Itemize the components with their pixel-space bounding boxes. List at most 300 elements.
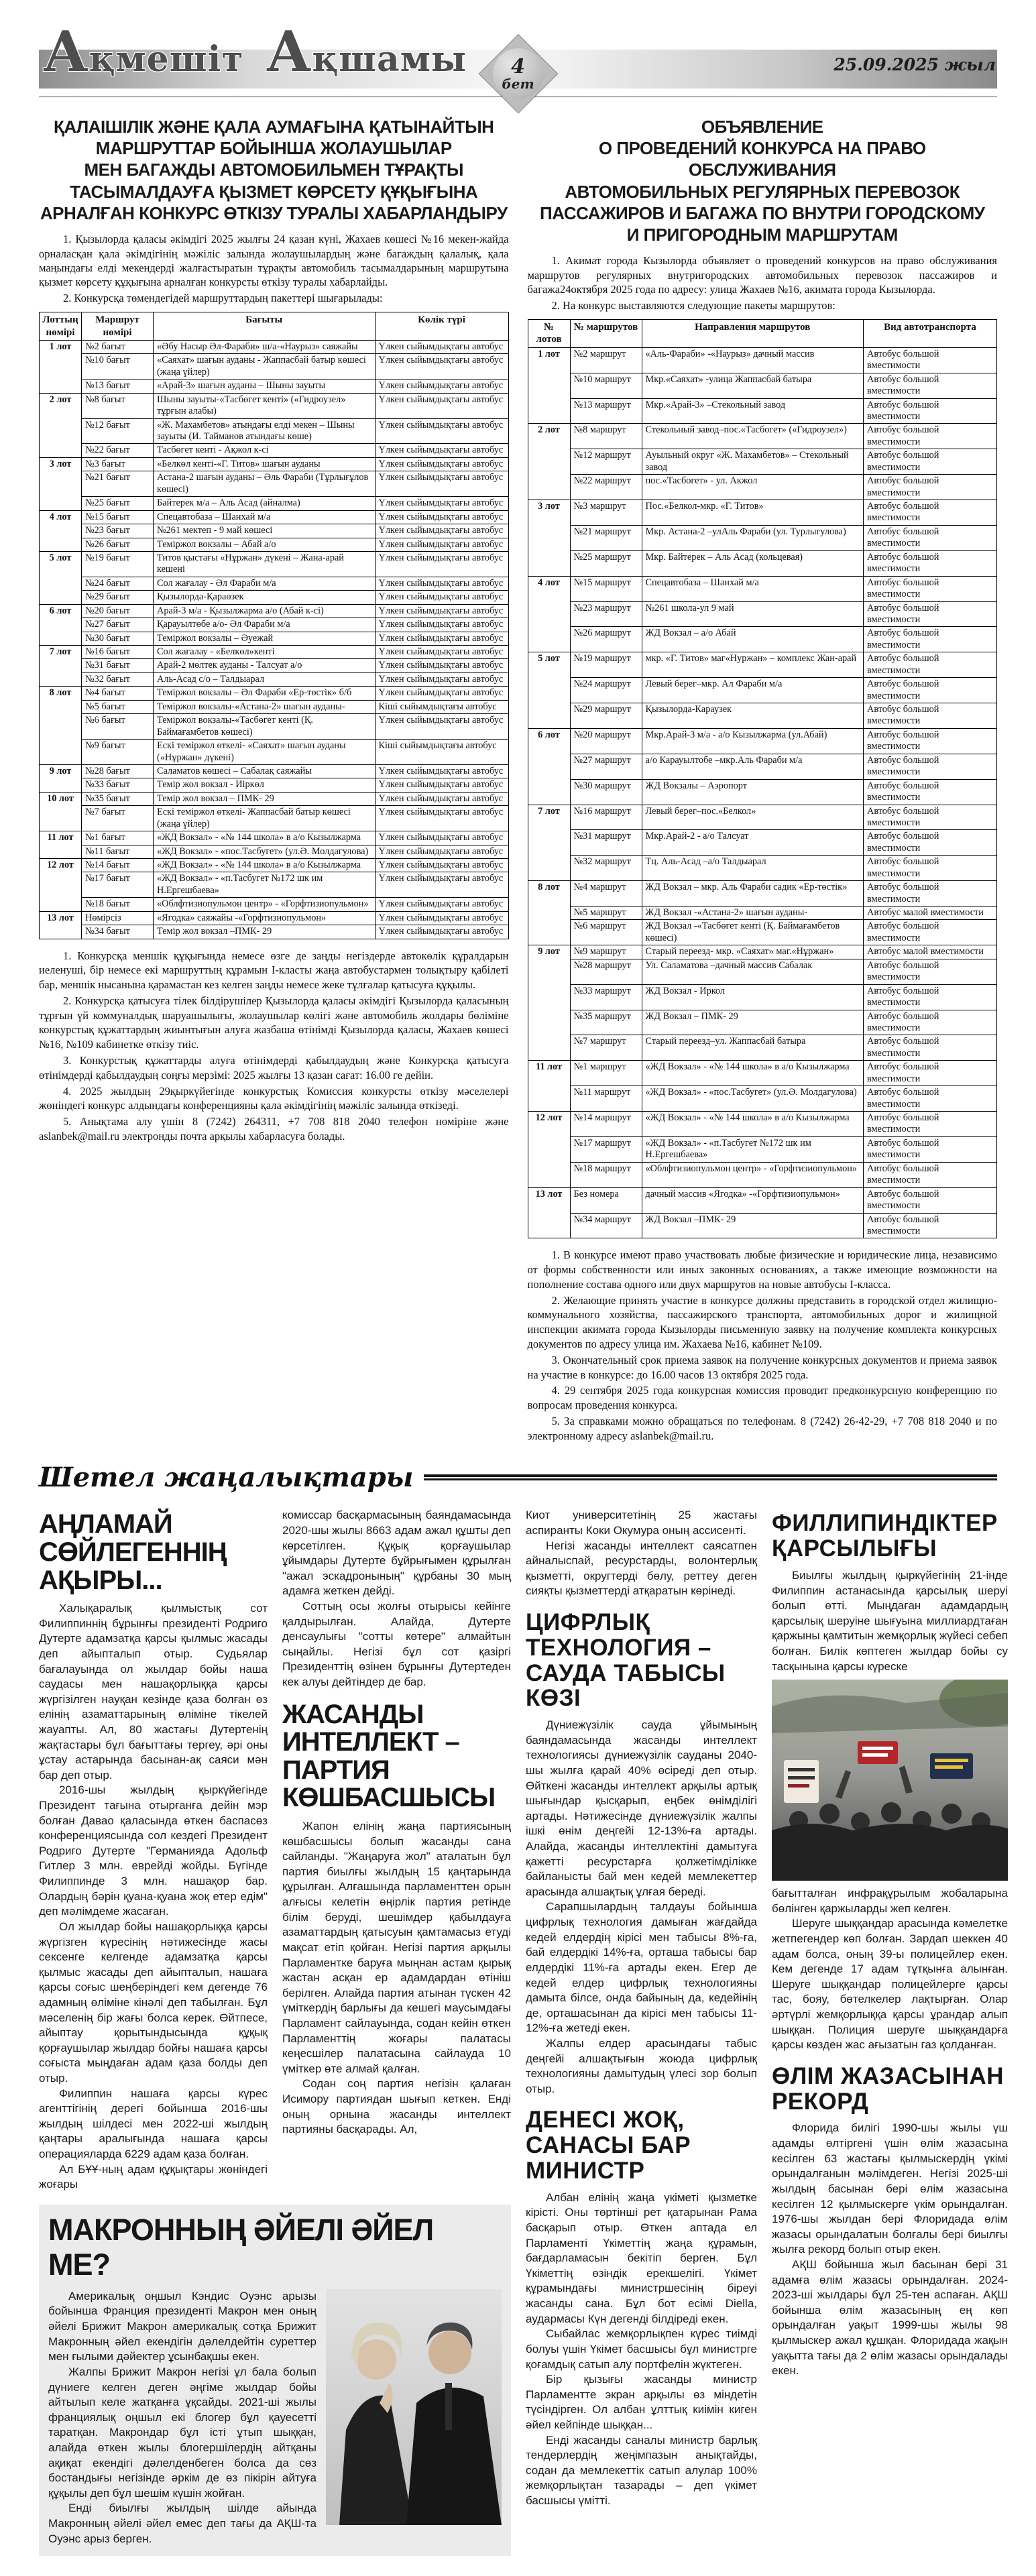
route-cell: №29 бағыт [82,591,154,604]
body-paragraph: Киот университетінің 25 жастағы аспиранты Коки Окумура оның ассисенті. [526,1509,757,1537]
vehicle-cell: Үлкен сыйымдықтағы автобус [375,632,508,645]
lot-cell: 6 лот [528,728,570,805]
body-paragraph: Ал БҰҰ-ның адам құқықтары жөніндегі жоғары [39,2162,268,2191]
article-body-continuation [772,1886,1008,2053]
table-row [40,340,509,353]
direction-cell: Теміржол вокзалы-«Тасбөгет кенті (Қ. Баймағамбетов көшесі) [154,714,376,740]
body-paragraph: 2016-шы жылдың қыркүйегінде Президент тағына отырғанға дейін мэр болған Давао қаласында өткен баспасөз конференциясында сол кездегі Президент Родриго Дутерте "Германияда Адольф Гитлер 3 млн. еврейді жойды. Бүгінде Филиппинде 3 млн. нашақор бар. Олардың бәрін қуана-қуана жоқ етер едім" деп мәлімдеме жасаған. [39,1783,268,1918]
vehicle-cell: Автобус большой вместимости [864,1213,997,1238]
direction-cell: Саламатов көшесі – Сабалақ саяжайы [154,764,376,778]
lot-cell: 7 лот [528,805,570,881]
direction-cell: Мкр. Астана-2 –улАль Фараби (ул. Турлыгулова) [642,525,864,550]
body-paragraph: Америкалық оңшыл Кэндис Оуэнс арызы бойынша Франция президенті Макрон мен оның әйелі Брижит Макрон америкалық сотқа Брижит Макронның әйел екендігін дәлелдейтін суреттер мен ғылыми дәйектер ұсынбақшы екен. [48,2289,316,2363]
article-body [526,1718,757,2097]
route-cell: №18 бағыт [82,898,154,911]
news-column-2 [282,1508,511,2192]
route-cell: №13 маршрут [570,398,642,424]
route-cell: №8 маршрут [570,424,642,449]
direction-cell: Арай-2 мөлтек ауданы - Талсуат а/о [154,659,376,672]
article-headline-duterte: АҢЛАМАЙ СӨЙЛЕГЕННІҢ АҚЫРЫ... [39,1509,227,1595]
direction-cell: мкр. «Г. Титов» маг«Нуржан» – комплекс Жан-арай [642,652,864,678]
column-header: Направления маршрутов [642,320,864,348]
lot-cell: 9 лот [40,764,82,792]
direction-cell: ЖД Вокзал –ПМК- 29 [642,1213,864,1238]
page-number: 4 [511,55,525,78]
direction-cell: Стекольный завод–пос.«Тасбогет» («Гидроузел») [642,424,864,449]
vehicle-cell: Үлкен сыйымдықтағы автобус [375,806,508,831]
table-row [528,449,997,475]
lot-cell: 11 лот [528,1061,570,1112]
direction-cell: Мкр.«Арай-3» –Стекольный завод [642,398,864,424]
route-cell: №7 бағыт [82,806,154,831]
note-paragraph: 2. Желающие принять участие в конкурсе должны представить в городской отдел жилищно-коммунального хозяйства, пассажирского транспорта, автомобильных дорог и жилищной инспекции акимата города Кызылорды письменную заявку на получение комплекта конкурсных документов по адресу улица им. Жахаева №16, кабинет №109. [527,1293,997,1350]
vehicle-cell: Автобус большой вместимости [864,475,997,500]
vehicle-cell: Үлкен сыйымдықтағы автобус [375,859,508,872]
body-paragraph: АҚШ бойынша жыл басынан бері 31 адамға өлім жазасы орындалған. 2024-2023-ші жылдары бұл 25-тен аспаған. АҚШ бойынша өлім жазасының ең көп орындалған уақыт 1999-шы жылы 98 қылмыскер ажал құшқан. Флоридада жақын уақытта тағы да 2 өлім жазасы орындалады екен. [772,2258,1008,2378]
body-paragraph: Шеруге шыққандар арасында кәмелетке жетпегендер көп болған. Зардап шеккен 40 адам болса, оның 39-ы полицейлер екен. Кем дегенде 17 адам тұтқынға алынған. Шеруге шыққандар полицейлерге қарсы тас, бояу, бөтелкелер лақтырған. Олар әртүрлі жемқорлыққа қарсы ұрандар алып шыққан. Полиция шеруге шыққандарға қарсы көзден жас ағызатын газ қолданған. [772,1917,1008,2052]
lot-cell: 12 лот [40,859,82,912]
direction-cell: ЖД Вокзал – мкр. Аль Фараби садик «Ер-төстік» [642,881,864,906]
lot-cell: 3 лот [40,457,82,510]
note-paragraph: 2. Конкурсқа қатысуға тілек білдірушілер Қызылорда қаласы әкімдігі Қызылорда қаласының тұрғын үй коммуналдық шаруашылығы, жолаушылар көлігі және автомобиль жолдары бөліміне конкурстық құжаттардың жиынтығын алуға жазбаша өтінімді Қызылорда қаласы, Жахаев көшесі №16, №109 кабинетке өткізу тиіс. [39,994,509,1051]
route-cell: №19 бағыт [82,551,154,577]
table-row [528,805,997,830]
body-paragraph: Соттың осы жолғы отырысы кейінге қалдырылған. Алайда, Дутерте денсаулығы "сотты көтере" алмайтын сыңайлы. Негізі бұл сот қазіргі Президенттің өзінен бұрынғы Дутертеден кек алуы дейтіндер де бар. [282,1599,511,1689]
body-paragraph: Албан елінің жаңа үкіметі қызметке кірісті. Оны төртінші рет қатарынан Рама басқарып отыр. Өткен аптада ел Парламенті Үкіметтің жаңа құрамын, бағдарламасын бекітіп берген. Бұл Үкіметтің өзіндік ерекшелігі. Үкімет құрамындағы министршесінің біреуі жасанды сана. Бұл бот есімі Diella, аудармасы Күн дегенді білдіреді екен. [526,2190,757,2325]
table-row [40,806,509,831]
direction-cell: Ул. Саламатова –дачный массив Сабалак [642,959,864,984]
macron-article [39,2205,511,2556]
route-cell: №9 маршрут [570,945,642,959]
direction-cell: ЖД Вокзал – ПМК- 29 [642,1010,864,1035]
direction-cell: «ЖД Вокзал» - «пос.Тасбугет» (ул.Ә. Молдагулова) [154,845,376,858]
vehicle-cell: Автобус большой вместимости [864,728,997,754]
note-paragraph: 4. 29 сентября 2025 года конкурсная комиссия проводит предконкурсную конференцию по вопросам проведения конкурса. [527,1384,997,1412]
lot-cell: 1 лот [528,347,570,424]
route-cell: №20 бағыт [82,604,154,618]
direction-cell: дачный массив «Ягодка» -«Горфтизиопульмон» [642,1187,864,1213]
note-paragraph: 3. Окончательный срок приема заявок на получение конкурсных документов и приема заявок на участие в конкурсе: до 16.00 часов 13 октября 2025 года. [527,1353,997,1381]
route-cell: №1 маршрут [570,1061,642,1086]
headline-line: ТАСЫМАЛДАУҒА ҚЫЗМЕТ КӨРСЕТУ ҚҰҚЫҒЫНА [70,181,478,202]
vehicle-cell: Үлкен сыйымдықтағы автобус [375,340,508,353]
table-row [40,659,509,672]
table-row [528,703,997,729]
vehicle-cell: Автобус большой вместимости [864,1136,997,1162]
route-cell: №24 маршрут [570,678,642,703]
vehicle-cell: Үлкен сыйымдықтағы автобус [375,659,508,672]
route-cell: №21 маршрут [570,525,642,550]
foreign-news-left-group [39,1508,511,2556]
direction-cell: Мкр.Арай-3 м/а - а/о Кызылжарма (ул.Абай) [642,728,864,754]
section-title: Шетел жаңалықтары [39,1462,414,1494]
vehicle-cell: Үлкен сыйымдықтағы автобус [375,510,508,524]
route-cell: №26 маршрут [570,627,642,652]
direction-cell: ЖД Вокзал -«Астана-2» шағын ауданы- [642,906,864,920]
lot-cell: 2 лот [528,424,570,500]
vehicle-cell: Автобус большой вместимости [864,920,997,945]
table-row [528,500,997,526]
vehicle-cell: Үлкен сыйымдықтағы автобус [375,618,508,632]
intro-paragraph: 2. Конкурсқа төмендегідей маршруттардың пакеттері шығарылады: [63,291,383,304]
table-row [40,551,509,577]
route-cell: №14 маршрут [570,1112,642,1137]
direction-cell: ЖД Вокзалы – Аэропорт [642,779,864,805]
route-cell: №8 бағыт [82,393,154,418]
direction-cell: Қызылорда-Караузек [642,703,864,729]
table-row [528,754,997,779]
table-row [528,728,997,754]
headline-line: АРНАЛҒАН КОНКУРС ӨТКІЗУ ТУРАЛЫ ХАБАРЛАНДЫРУ [40,202,508,223]
route-cell: №7 маршрут [570,1035,642,1061]
route-cell: №13 бағыт [82,379,154,393]
headline-line: МЕН БАГАЖДЫ АВТОМОБИЛЬМЕН ТҰРАҚТЫ [84,160,463,180]
headline-line: МАРШРУТТАР БОЙЫНША ЖОЛАУШЫЛАР [95,138,452,159]
table-row [40,354,509,379]
table-row [40,444,509,457]
vehicle-cell: Автобус большой вместимости [864,1086,997,1112]
vehicle-cell: Үлкен сыйымдықтағы автобус [375,831,508,845]
direction-cell: Темір жол вокзал – ПМК- 29 [154,792,376,805]
vehicle-cell: Автобус большой вместимости [864,1061,997,1086]
body-paragraph: Содан соң партия негізін қалаған Исимору партиядан шығып кеткен. Енді оның орнына жасанды интеллект партияны басқарады. Ал, [282,2077,511,2136]
direction-cell: Тц. Аль-Асад –а/о Талдыарал [642,856,864,881]
route-cell: №33 бағыт [82,778,154,792]
article-headline-digital: ЦИФРЛЫҚ ТЕХНОЛОГИЯ – САУДА ТАБЫСЫ КӨЗІ [526,1608,726,1712]
note-paragraph: 5. За справками можно обращаться по телефонам. 8 (7242) 26-42-29, +7 708 818 2040 и по электронному адресу aslanbek@mail.ru. [527,1414,997,1442]
table-row [40,672,509,686]
article-headline-macron: МАКРОННЫҢ ӘЙЕЛІ ӘЙЕЛ МЕ? [48,2212,434,2282]
lot-cell: 3 лот [528,500,570,577]
body-paragraph: Дүниежүзілік сауда ұйымының баяндамасында жасанды интеллект технологиясы дүниежүзілік сауданы 2040-шы жылға қарай 40% өсіреді деп отыр. Өйткені жасанды интеллект арқылы артық шығындар қысқарып, еңбек өнімділігі артады. Нәтижесінде дүниежүзілік жалпы ішкі өнім деңгейі 12-13%-ға артады. Алайда, жасанды интеллектіні дамытуға қажетті ресурстарға қолжетімділікке байланысты бай мен кедей мемлекеттер арасында алшақтық ұлғая береді. [526,1718,757,1898]
route-cell: №4 бағыт [82,687,154,700]
newspaper-title [43,19,476,84]
table-row [528,1086,997,1112]
foreign-news-divider [39,1462,997,1493]
table-row [40,872,509,898]
route-cell: №19 маршрут [570,652,642,678]
note-paragraph: 1. В конкурсе имеют право участвовать любые физические и юридические лица, независимо от формы собственности или иных законных основаниях, а также имеющие возможности на пополнение состава одного или двух маршрутов на новые автобусы I-класса. [527,1248,997,1291]
vehicle-cell: Үлкен сыйымдықтағы автобус [375,457,508,471]
table-row [40,471,509,497]
route-cell: №9 бағыт [82,740,154,765]
table-row [528,475,997,500]
direction-cell: Шыны зауыты-«Тасбөгет кенті» («Гидроузел» тұрғын алабы) [154,393,376,418]
direction-cell: «Саяхат» шағын ауданы - Жаппасбай батыр көшесі (жаңа үйлер) [154,354,376,379]
lot-cell: 2 лот [40,393,82,457]
table-row [528,1187,997,1213]
direction-cell: «ЖД Вокзал» - «№ 144 школа» в а/о Кызылжарма [642,1061,864,1086]
vehicle-cell: Үлкен сыйымдықтағы автобус [375,792,508,805]
route-cell: №20 маршрут [570,728,642,754]
table-row [528,959,997,984]
direction-cell: Астана-2 шағын ауданы – Әль Фараби (Тұрлығұлов көшесі) [154,471,376,497]
route-cell: №35 маршрут [570,1010,642,1035]
table-row [528,652,997,678]
macron-couple-photo [326,2289,502,2525]
table-row [528,881,997,906]
vehicle-cell: Автобус малой вместимости [864,906,997,920]
table-row [528,424,997,449]
direction-cell: Теміржол вокзалы-«Астана-2» шағын ауданы- [154,700,376,713]
body-paragraph: Жапон елінің жаңа партиясының көшбасшысы болып жасанды сана сайланды. "Жаңаруға жол" аталатын бұл партия биылғы жылдың 15 қаңтарында құрылған. Алғашында парламенттен орын алғысы келетін өңірлік партия ретінде білім беруді, шешімдер қабылдауға азаматтардың қатысуын қамтамасыз етуді мақсат етіп қойған. Негізі партия арқылы Парламентке баруға мыңнан астам қырық жастан асқан ер адамдардан өтініш берілген. Алайда партия атынан түскен 42 үміткердің барлығы да кешегі маусымдағы Парламент сайлауында, содан кейін өткен Парламенттің жоғары палатасы кеңесшілер палатасына сайлауда 10 үміткер өте алмай қалған. [282,1820,511,2075]
table-row [528,576,997,601]
headline-line: ПАССАЖИРОВ И БАГАЖА ПО ВНУТРИ ГОРОДСКОМУ [540,202,985,223]
vehicle-cell: Үлкен сыйымдықтағы автобус [375,604,508,618]
table-row [40,845,509,858]
vehicle-cell: Үлкен сыйымдықтағы автобус [375,591,508,604]
article-body-continuation [282,1508,511,1690]
direction-cell: ЖД Вокзал - Иркол [642,984,864,1010]
direction-cell: ЖД Вокзал – а/о Абай [642,627,864,652]
direction-cell: Левый берег–пос.«Белкол» [642,805,864,830]
body-paragraph: Сыбайлас жемқорлықпен күрес тиімді болуы үшін Үкімет басшысы бұл министрге қоғамдық сатып алу портфелін жүктеген. [526,2327,757,2371]
column-header: Маршрут нөмірі [82,312,154,341]
route-cell: №35 бағыт [82,792,154,805]
divider-rule [424,1474,997,1480]
column-header: Бағыты [154,312,376,341]
direction-cell: «Аль-Фараби» -«Наурыз» дачный массив [642,347,864,373]
table-row [40,792,509,805]
lot-cell: 5 лот [40,551,82,604]
direction-cell: Спецавтобаза – Шанхай м/а [154,510,376,524]
direction-cell: «ЖД Вокзал» - «№ 144 школа» в а/о Кызылжарма [154,831,376,845]
intro-paragraph: 1. Қызылорда қаласы әкімдігі 2025 жылғы 24 қазан күні, Жахаев көшесі №16 мекен-жайда орналасқан қала әкімдігінің мәжіліс залында жолаушылардың және багаждың қалалық, қала маңындағы елді мекендерді жалғастыратын тұрақты автомобиль тасымалдарының маршрутына қызмет көрсету құқығына арналған конкурсты өткізу туралы хабарлайды. [39,233,509,289]
table-row [40,925,509,939]
protest-crowd-photo [772,1680,1008,1881]
vehicle-cell: Кіші сыйымдықтағы автобус [375,700,508,713]
direction-cell: «ЖД Вокзал» - «п.Тасбугет №172 шк им Н.Ергешбаева» [642,1136,864,1162]
note-paragraph: 1. Конкурсқа меншік құқығында немесе өзге де заңды негіздерде автокөлік құралдарын иеленуші, бір немесе екі маршруттың құрамын I-класты жаңа автобустармен толықтыру қабілеті бар, меншік нысанына қарамастан кез келген заңды немесе жеке тұлғалар қатысуға құқылы. [39,949,509,992]
vehicle-cell: Автобус большой вместимости [864,1010,997,1035]
route-cell: №16 маршрут [570,805,642,830]
article-headline-protest: ФИЛЛИПИНДІКТЕР ҚАРСЫЛЫҒЫ [772,1510,998,1562]
lot-cell: 4 лот [528,576,570,652]
direction-cell: а/о Карауылтобе –мкр.Аль Фараби м/а [642,754,864,779]
route-cell: №6 маршрут [570,920,642,945]
announcement-notes-kk [39,949,509,1144]
body-paragraph: Халықаралық қылмыстық сот Филиппиннің бұрынғы президенті Родриго Дутерте адамзатқа қарсы қылмыс жасады деп айыпталып отыр. Судьялар бағалауында ол жылдар бойы наша саудасы мен нашақорлыққа қарсы жүргізілген науқан кезінде қаза болған өз елінің азаматтарының өліміне тікелей жауапты. Ал, 80 жастағы Дутертенің жақтастары бұл бағыттағы тергеу, әрі оны ұстау астарында басынан-ақ саяси мән бар деп отыр. [39,1602,268,1781]
vehicle-cell: Үлкен сыйымдықтағы автобус [375,845,508,858]
vehicle-cell: Автобус большой вместимости [864,1187,997,1213]
direction-cell: Сол жағалау - Әл Фараби м/а [154,577,376,590]
lot-cell: 10 лот [40,792,82,831]
direction-cell: «Облфтизиопульмон центр» - «Горфтизиопульмон» [642,1162,864,1187]
routes-table [39,312,509,939]
article-headline-minister: ДЕНЕСІ ЖОҚ, САНАСЫ БАР МИНИСТР [526,2107,691,2184]
table-row [528,984,997,1010]
body-paragraph: Биылғы жылдың қыркүйегінің 21-інде Филиппин астанасында қарсылық шеруі болып өтті. Мыңдаған адамдардың қарсылық шеруіне шығуына миллиардтаған қаржыны қамтитын жемқорлық жүйесі себеп болған. Билік көптеген жылдар бойы су тасқынына қарсы күреске [772,1568,1008,1673]
direction-cell: Ескі теміржол өткелі- Жаппасбай батыр көшесі (жаңа үйлер) [154,806,376,831]
announcement-headline-kk [39,116,509,224]
route-cell: №30 маршрут [570,779,642,805]
table-row [528,856,997,881]
vehicle-cell: Автобус большой вместимости [864,703,997,729]
route-cell: Без номера [570,1187,642,1213]
route-cell: №11 маршрут [570,1086,642,1112]
direction-cell: №261 мектеп - 9 май көшесі [154,524,376,538]
lot-cell: 1 лот [40,340,82,393]
vehicle-cell: Үлкен сыйымдықтағы автобус [375,354,508,379]
vehicle-cell: Үлкен сыйымдықтағы автобус [375,898,508,911]
route-cell: №34 бағыт [82,925,154,939]
article-body-continuation [526,1508,757,1599]
route-cell: Нөмірсіз [82,911,154,925]
table-row [40,898,509,911]
macron-couple-photo-art [326,2289,502,2525]
table-row [40,740,509,765]
direction-cell: Мкр.«Саяхат» -улица Жаппасбай батыра [642,373,864,398]
vehicle-cell: Үлкен сыйымдықтағы автобус [375,444,508,457]
direction-cell: Титов қыстағы «Нұржан» дүкені – Жана-арай кешені [154,551,376,577]
vehicle-cell: Үлкен сыйымдықтағы автобус [375,418,508,444]
table-row [40,418,509,444]
headline-line: О ПРОВЕДЕНИЙ КОНКУРСА НА ПРАВО ОБСЛУЖИВАНИЯ [598,138,926,180]
direction-cell: Қарауылтөбе а/о- Әл Фараби м/а [154,618,376,632]
table-row [528,830,997,856]
vehicle-cell: Үлкен сыйымдықтағы автобус [375,524,508,538]
table-row [40,393,509,418]
direction-cell: Теміржол вокзалы – Әл Фараби «Ер-төстік» б/б [154,687,376,700]
announcement-headline-ru [528,116,998,245]
route-cell: №1 бағыт [82,831,154,845]
body-paragraph: Бір қызығы жасанды министр Парламентте экран арқылы өз міндетін түсіндірген. Ол албан ұлттық киімін киген әйел кейпінде шыққан... [526,2373,757,2431]
direction-cell: «ЖД Вокзал» - «№ 144 школа» в а/о Кызылжарма [154,859,376,872]
route-cell: №15 бағыт [82,510,154,524]
body-paragraph: Енді жасанды саналы министр барлық тендерлердің жеңімпазын анықтайды, содан да мемлекеттік сатып алулар 100% жемқорлықтан тазарады – деп үкімет басшысы үмітті. [526,2433,757,2507]
table-row [528,779,997,805]
news-column-4 [772,1508,1008,2556]
table-row [528,1010,997,1035]
route-cell: №31 бағыт [82,659,154,672]
vehicle-cell: Автобус большой вместимости [864,830,997,856]
headline-line: И ПРИГОРОДНЫМ МАРШРУТАМ [626,225,898,245]
table-row [528,945,997,959]
direction-cell: «ЖД Вокзал» - «пос.Тасбугет» (ул.Ә. Молдагулова) [642,1086,864,1112]
lot-cell: 4 лот [40,510,82,551]
table-row [40,524,509,538]
routes-table-russian [528,319,998,1238]
vehicle-cell: Автобус большой вместимости [864,627,997,652]
table-row [528,601,997,627]
route-cell: №31 маршрут [570,830,642,856]
routes-table [528,319,998,1238]
vehicle-cell: Автобус большой вместимости [864,1035,997,1061]
table-row [40,538,509,551]
route-cell: №2 бағыт [82,340,154,353]
vehicle-cell: Автобус большой вместимости [864,652,997,678]
direction-cell: №261 школа-ул 9 май [642,601,864,627]
route-cell: №14 бағыт [82,859,154,872]
direction-cell: «Белкөл кенті-«Г. Титов» шағын ауданы [154,457,376,471]
article-body [772,2121,1008,2378]
route-cell: №21 бағыт [82,471,154,497]
article-body [48,2289,316,2546]
direction-cell: Тасбөгет кенті - Ақжол к-сі [154,444,376,457]
vehicle-cell: Автобус большой вместимости [864,856,997,881]
direction-cell: «Облфтизиопульмон центр» - «Горфтизиопульмон» [154,898,376,911]
body-paragraph: Сарапшылардың талдауы бойынша цифрлық технология дамыған жағдайда кедей елдердің кірісі мен табысы 8%-ға, бай елдердікі 14%-ға, орташа табысы бар елдердікі 11%-ға артады екен. Егер де кедей елдер цифрлық технологияны дамыта білсе, онда байының да, кедейінің де, орташасынан да кірісі мен табысы 11-12%-ға жетеді екен. [526,1900,757,2035]
table-row [40,831,509,845]
vehicle-cell: Автобус большой вместимости [864,1112,997,1137]
direction-cell: Пос.«Белкол-мкр. «Г. Титов» [642,500,864,526]
body-paragraph: Филиппин нашаға қарсы күрес агенттігінің дерегі бойынша 2016-шы жылдың шілдесі мен 2022-ші жылдың қаңтары аралығында нашаға қарсы операцияларда 6229 адам қаза болған. [39,2087,268,2161]
direction-cell: Аль-Асад с/о – Талдыарал [154,672,376,686]
headline-line: ҚАЛАІШІЛІК ЖӘНЕ ҚАЛА АУМАҒЫНА ҚАТЫНАЙТЫН [54,117,494,137]
article-body [39,1601,268,2192]
intro-paragraph: 2. На конкурс выставляются следующие пакеты маршрутов: [551,298,836,312]
announcement-intro-ru [528,253,998,312]
column-header: Вид автотранспорта [864,320,997,348]
direction-cell: Теміржол вокзалы – Әуежай [154,632,376,645]
route-cell: №10 маршрут [570,373,642,398]
vehicle-cell: Автобус большой вместимости [864,500,997,526]
table-row [528,550,997,576]
vehicle-cell: Үлкен сыйымдықтағы автобус [375,471,508,497]
foreign-news-section [39,1508,1008,2556]
table-row [40,632,509,645]
route-cell: №23 маршрут [570,601,642,627]
column-header: № лотов [528,320,570,348]
vehicle-cell: Автобус большой вместимости [864,525,997,550]
note-paragraph: 4. 2025 жылдың 29қыркүйегінде конкурстық Комиссия конкурсты өткізу мәселелері жөніндегі конкурс алдындағы конференцияны қала әкімдігінің мәжіліс залында өткізеді. [39,1084,509,1112]
direction-cell: Арай-3 м/а - Қызылжарма а/о (Абай к-сі) [154,604,376,618]
column-header: Көлік түрі [375,312,508,341]
vehicle-cell: Үлкен сыйымдықтағы автобус [375,538,508,551]
vehicle-cell: Үлкен сыйымдықтағы автобус [375,577,508,590]
direction-cell: Ауыльный округ «Ж. Махамбетов» – Стекольный завод [642,449,864,475]
note-paragraph: 5. Анықтама алу үшін 8 (7242) 264311, +7 708 818 2040 телефон нөміріне және aslanbek@mail.ru электронды почта арқылы хабарласуға болады. [39,1115,509,1143]
table-row [528,1112,997,1137]
vehicle-cell: Үлкен сыйымдықтағы автобус [375,778,508,792]
article-body [282,1819,511,2138]
route-cell: №4 маршрут [570,881,642,906]
vehicle-cell: Автобус большой вместимости [864,550,997,576]
body-paragraph: Енді биылғы жылдың шілде айында Макронның әйелі әйел емес деп тағы да АҚШ-та Оуэнс арыз берген. [48,2502,316,2545]
vehicle-cell: Автобус малой вместимости [864,945,997,959]
direction-cell: Мкр.Арай-2 - а/о Талсуат [642,830,864,856]
vehicle-cell: Үлкен сыйымдықтағы автобус [375,714,508,740]
route-cell: №3 бағыт [82,457,154,471]
direction-cell: «Ягодка» саяжайы -«Горфтизиопульмон» [154,911,376,925]
route-cell: №5 бағыт [82,700,154,713]
column-header: Лоттың нөмірі [40,312,82,341]
direction-cell: «Арай-3» шағын ауданы – Шыны зауыты [154,379,376,393]
route-cell: №22 бағыт [82,444,154,457]
article-body [526,2190,757,2509]
direction-cell: Спецавтобаза – Шанхай м/а [642,576,864,601]
headline-line: АВТОМОБИЛЬНЫХ РЕГУЛЯРНЫХ ПЕРЕВОЗОК [565,181,960,202]
vehicle-cell: Автобус большой вместимости [864,805,997,830]
announcements-section [39,107,997,1444]
direction-cell: Старый переезд- мкр. «Саяхат» маг.«Нұржан» [642,945,864,959]
table-row [528,347,997,373]
table-row [528,906,997,920]
vehicle-cell: Үлкен сыйымдықтағы автобус [375,872,508,898]
vehicle-cell: Үлкен сыйымдықтағы автобус [375,672,508,686]
vehicle-cell: Автобус большой вместимости [864,959,997,984]
direction-cell: «Әбу Насыр Әл-Фараби» ш/а-«Наурыз» саяжайы [154,340,376,353]
vehicle-cell: Автобус большой вместимости [864,1162,997,1187]
vehicle-cell: Автобус большой вместимости [864,678,997,703]
direction-cell: пос.«Тасбогет» - ул. Акжол [642,475,864,500]
route-cell: №22 маршрут [570,475,642,500]
lot-cell: 6 лот [40,604,82,645]
lot-cell: 8 лот [528,881,570,945]
lot-cell: 8 лот [40,687,82,765]
direction-cell: Байтерек м/а – Аль Асад (айналма) [154,497,376,510]
route-cell: №30 бағыт [82,632,154,645]
